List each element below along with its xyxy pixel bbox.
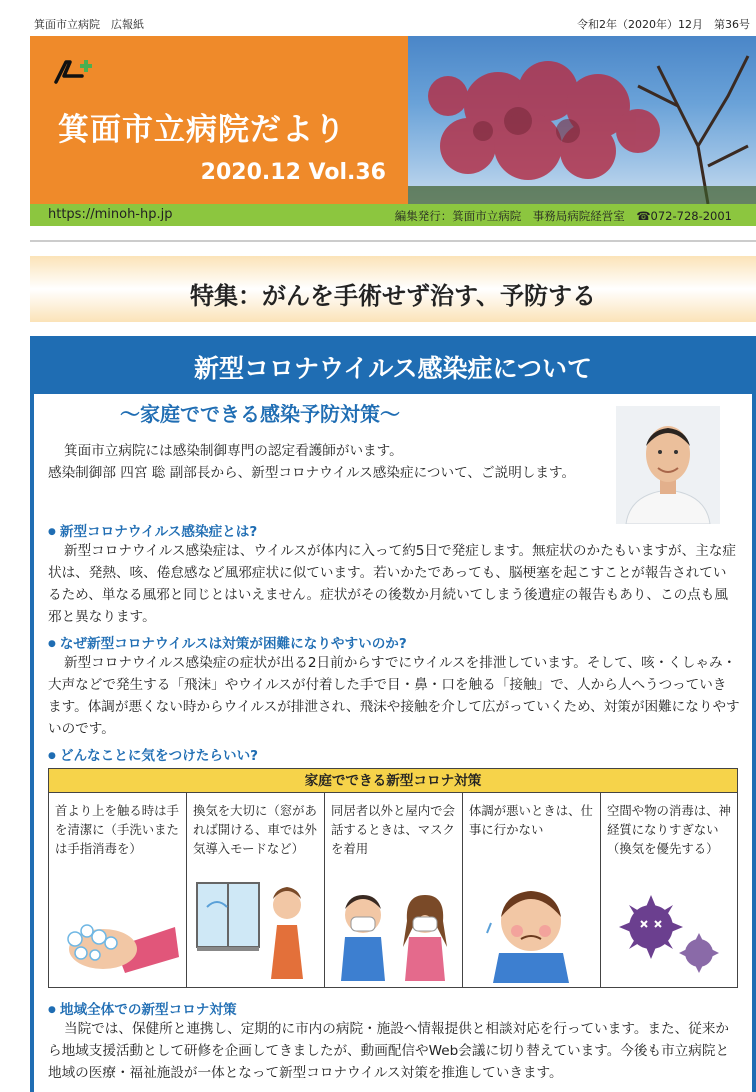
intro-text — [48, 440, 608, 484]
tip-cell — [49, 793, 187, 987]
tip-cell — [463, 793, 601, 987]
title-panel — [30, 36, 408, 204]
section-body: 新型コロナウイルス感染症の症状が出る2日前からすでにウイルスを排泄しています。そして、咳・くしゃみ・大声などで発生する「飛沫」やウイルスが付着した手で目・鼻・口を触る「接触」で、人から人へうつっていきます。体調が悪くない時からウイルスが排泄され、飛沫や接触を介して広がっていくため、対策が困難になりやすいのです。 — [48, 655, 740, 737]
tip-cell — [601, 793, 738, 987]
section-heading: ● 地域全体での新型コロナ対策 — [48, 998, 237, 1018]
section-body: 新型コロナウイルス感染症は、ウイルスが体内に入って約5日で発症します。無症状のかたもいますが、主な症状は、発熱、咳、倦怠感など風邪症状に似ています。若いかたであっても、脳梗塞を起こすことが報告されているため、単なる風邪と同じとはいえません。症状がその後数か月続いてしまう後遺症の報告もあり、この点も風邪と異なります。 — [48, 543, 737, 625]
website-link[interactable]: https://minoh-hp.jp — [48, 207, 173, 222]
tip-text: 同居者以外と屋内で会話するときは、マスクを着用 — [331, 803, 455, 856]
section-heading: ● どんなことに気をつけたらいい? — [48, 744, 258, 764]
tip-text: 体調が悪いときは、仕事に行かない — [469, 803, 593, 837]
handwashing-icon — [55, 877, 181, 983]
tip-cell — [187, 793, 325, 987]
article-subtitle: ～家庭でできる感染予防対策～ — [120, 402, 400, 426]
section-body: 当院では、保健所と連携し、定期的に市内の病院・施設へ情報提供と相談対応を行っています。また、従来から地域支援活動として研修を企画してきましたが、動画配信やWeb会議に切り替えています。今後も市立病院と地域の医療・福祉施設が一体となって新型コロナウイルス対策を推進していきます。 — [48, 1021, 730, 1081]
issue-info: 令和2年（2020年）12月 第36号 — [577, 18, 750, 31]
newsletter-title: 箕面市立病院だより — [58, 112, 346, 148]
feature-banner — [30, 256, 756, 322]
prevention-table — [48, 768, 738, 988]
publisher-bar — [30, 204, 756, 226]
sick-person-icon — [469, 877, 595, 983]
section-heading: ● なぜ新型コロナウイルスは対策が困難になりやすいのか? — [48, 632, 407, 652]
table-title: 家庭でできる新型コロナ対策 — [49, 769, 737, 793]
ventilation-icon — [193, 877, 319, 983]
masthead — [34, 12, 750, 32]
mask-icon — [331, 877, 457, 983]
tip-cell — [325, 793, 463, 987]
divider — [30, 240, 756, 242]
nurse-portrait — [616, 406, 720, 524]
publisher-info: 編集発行：箕面市立病院 事務局病院経営室 ☎072-728-2001 — [394, 209, 732, 223]
intro-line-2: 感染制御部 四宮 聡 副部長から、新型コロナウイルス感染症について、ご説明します。 — [48, 465, 576, 481]
tip-text: 首より上を触る時は手を清潔に（手洗いまたは手指消毒を） — [55, 803, 179, 856]
masthead-left: 箕面市立病院 広報紙 — [34, 18, 144, 31]
section-heading: ● 新型コロナウイルス感染症とは? — [48, 520, 257, 540]
article-heading: 新型コロナウイルス感染症について — [193, 354, 592, 383]
article-heading-bar — [30, 336, 756, 394]
tree-photo — [408, 36, 756, 204]
feature-title: 特集：がんを手術せず治す、予防する — [189, 282, 597, 310]
tip-text: 換気を大切に（窓があれば開ける、車では外気導入モードなど） — [193, 803, 317, 856]
newsletter-header — [30, 36, 756, 204]
hospital-logo-icon — [52, 56, 96, 86]
tip-text: 空間や物の消毒は、神経質になりすぎない（換気を優先する） — [607, 803, 731, 856]
issue-volume: 2020.12 Vol.36 — [200, 160, 386, 185]
intro-line-1: 箕面市立病院には感染制御専門の認定看護師がいます。 — [64, 443, 403, 459]
virus-icon — [607, 877, 733, 983]
